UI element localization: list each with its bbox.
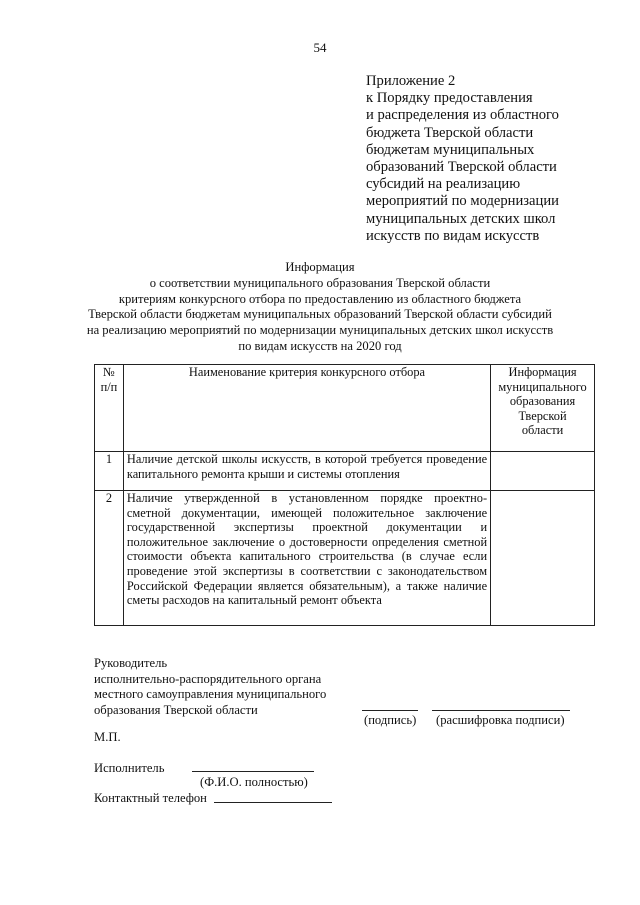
header-info-line: области (521, 423, 564, 438)
row-info-cell[interactable] (491, 491, 595, 626)
table-row (95, 491, 595, 626)
title-line: на реализацию мероприятий по модернизации муниципальных детских школ искусств (86, 323, 554, 338)
table-row (95, 452, 595, 491)
appendix-line: мероприятий по модернизации (366, 193, 559, 210)
criterion-text: Наличие утвержденной в установленном порядке проектно-сметной документации, имеющей положительное заключение государственной экспертизы проектной документации и положительное заключение о достоверности определения сметной стоимости объекта капитального строительства (в случае если проведение этой экспертизы в соответствии с законодательством Российской Федерации является обязательным), а также наличие сметы расходов на капитальный ремонт объекта (126, 491, 488, 608)
phone-label: Контактный телефон (94, 791, 207, 805)
signature-transcript-label: (расшифровка подписи) (436, 713, 565, 727)
signatory-line: образования Тверской области (94, 702, 258, 717)
row-number: 1 (95, 452, 124, 491)
appendix-line: Приложение 2 (366, 73, 456, 89)
executor-label: Исполнитель (94, 761, 165, 775)
page-number: 54 (313, 40, 327, 55)
fio-label: (Ф.И.О. полностью) (200, 775, 308, 789)
stamp-label: М.П. (94, 730, 121, 744)
title-line: критериям конкурсного отбора по предоставлению из областного бюджета (118, 291, 522, 306)
row-criterion (123, 491, 490, 626)
header-info-line: Информация (508, 365, 577, 379)
row-criterion (123, 452, 490, 491)
row-info-cell[interactable] (491, 452, 595, 491)
appendix-line: к Порядку предоставления (366, 90, 533, 107)
executor-name-field[interactable] (192, 771, 314, 772)
criterion-text: Наличие детской школы искусств, в которой требуется проведение капитального ремонта крыши и системы отопления (126, 452, 488, 481)
signatory-line: Руководитель (94, 656, 168, 670)
header-info-line: муниципального (498, 379, 587, 394)
header-info-line: Тверской (518, 408, 567, 423)
signatory-line: местного самоуправления муниципального (94, 687, 327, 702)
phone-field[interactable] (214, 802, 332, 803)
appendix-line: субсидий на реализацию (366, 176, 521, 193)
appendix-header (366, 73, 626, 245)
title-line: Информация (285, 260, 355, 274)
appendix-line: искусств по видам искусств (366, 227, 540, 244)
appendix-line: муниципальных детских школ (366, 210, 556, 227)
header-number (95, 365, 124, 452)
appendix-line: и распределения из областного (366, 107, 559, 124)
criteria-table (94, 364, 595, 626)
signature-transcript-field[interactable] (432, 710, 570, 711)
appendix-line: бюджетам муниципальных (366, 141, 535, 158)
signature-label: (подпись) (364, 713, 417, 727)
signature-field[interactable] (362, 710, 418, 711)
appendix-line: бюджета Тверской области (366, 124, 534, 141)
header-criterion-name: Наименование критерия конкурсного отбора (123, 365, 490, 452)
title-line: по видам искусств на 2020 год (238, 338, 402, 353)
header-number-line: п/п (100, 379, 118, 394)
row-number: 2 (95, 491, 124, 626)
header-number-line: № (103, 365, 115, 379)
appendix-line: образований Тверской области (366, 159, 557, 176)
title-line: Тверской области бюджетам муниципальных образований Тверской области субсидий (88, 307, 552, 322)
head-signature-block (94, 656, 326, 718)
table-header-row (95, 365, 595, 452)
signatory-line: исполнительно-распорядительного органа (94, 671, 322, 686)
document-title (0, 260, 640, 355)
title-line: о соответствии муниципального образования Тверской области (149, 275, 491, 290)
header-municipal-info (491, 365, 595, 452)
header-info-line: образования (509, 394, 576, 409)
